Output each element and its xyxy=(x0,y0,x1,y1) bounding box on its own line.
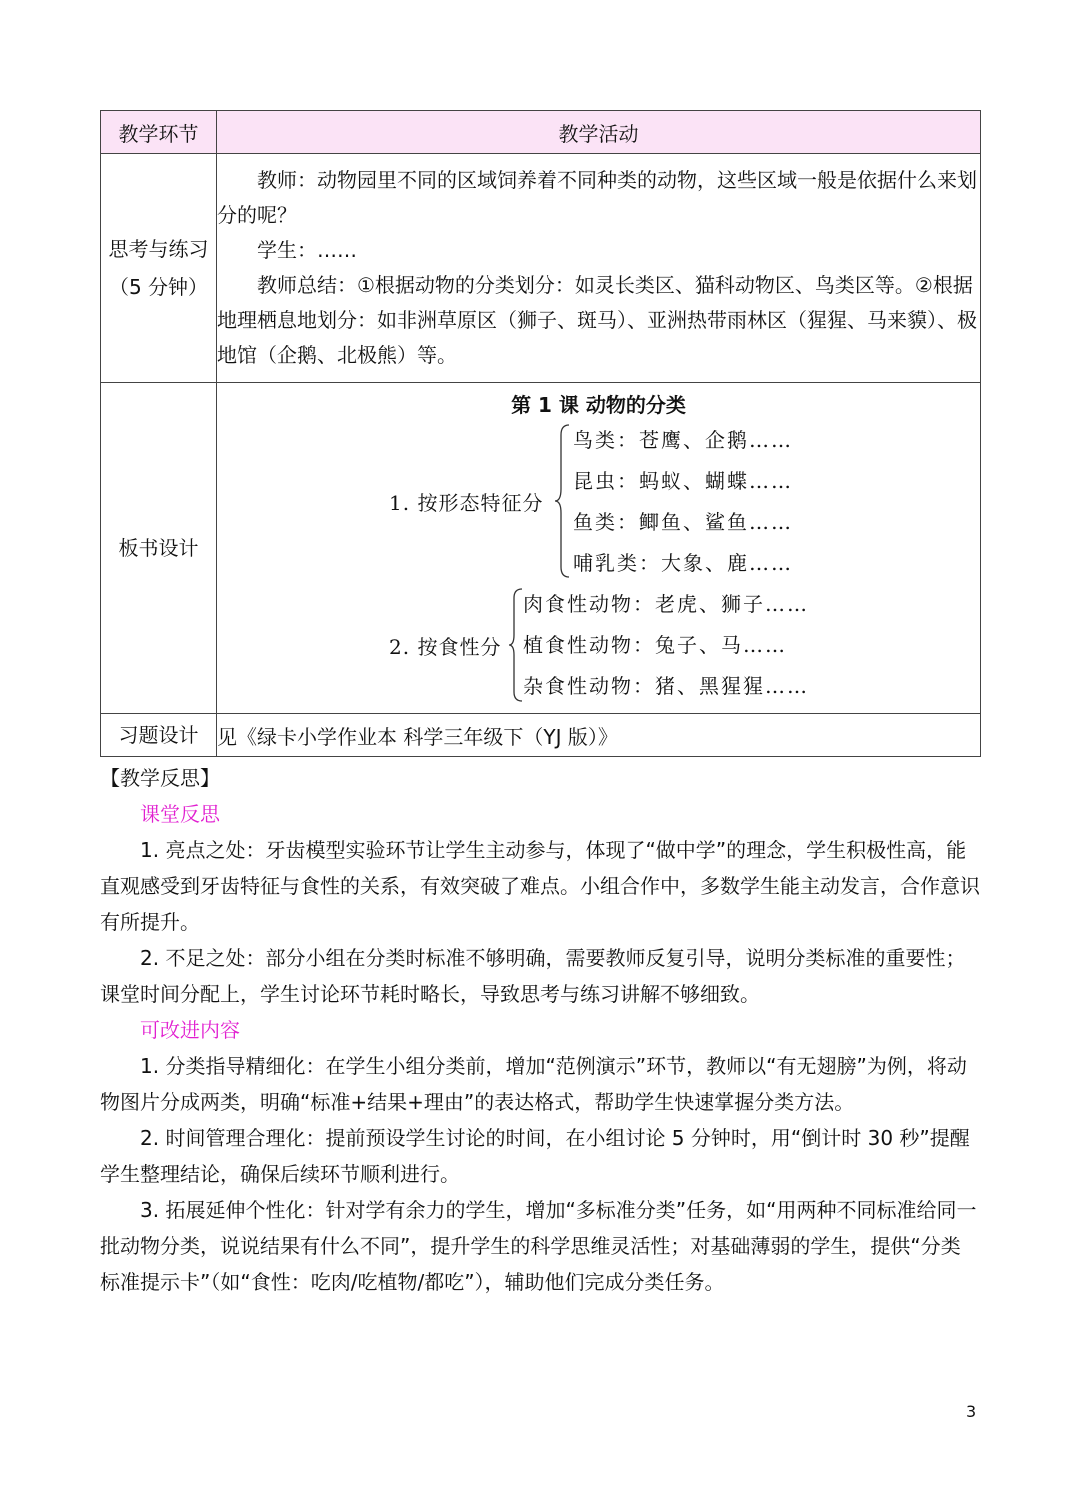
page-number: 3 xyxy=(966,1402,977,1421)
improvement-title: 可改进内容 xyxy=(140,1018,240,1042)
stage-think xyxy=(101,154,217,383)
group2-item-omnivore: 杂食性动物：猪、黑猩猩…… xyxy=(523,674,809,698)
board-design xyxy=(217,383,980,713)
classroom-highlights: 1. 亮点之处：牙齿模型实验环节让学生主动参与，体现了“做中学”的理念，学生积极性高，能直观感受到牙齿特征与食性的关系，有效突破了难点。小组合作中，多数学生能主动发言，合作意识有所提升。 xyxy=(100,838,980,934)
table-header-row xyxy=(101,111,981,154)
group2-label: 2. 按食性分 xyxy=(389,635,502,659)
stage-board: 板书设计 xyxy=(101,383,217,714)
reflection-heading: 【教学反思】 xyxy=(100,766,220,790)
activity-think xyxy=(217,154,981,383)
header-stage: 教学环节 xyxy=(101,111,217,154)
header-activity: 教学活动 xyxy=(217,111,981,154)
teacher-summary: 教师总结：①根据动物的分类划分：如灵长类区、猫科动物区、鸟类区等。②根据地理栖息地划分：如非洲草原区（狮子、斑马）、亚洲热带雨林区（猩猩、马来貘）、极地馆（企鹅、北极熊）等。 xyxy=(217,273,977,367)
group1-item-mammals: 哺乳类：大象、鹿…… xyxy=(573,551,793,575)
stage-think-line2: （5 分钟） xyxy=(108,275,209,299)
group1-item-birds: 鸟类：苍鹰、企鹅…… xyxy=(573,428,793,452)
stage-exercise: 习题设计 xyxy=(101,714,217,757)
teaching-reflection xyxy=(100,760,980,1300)
student-answer: 学生：…… xyxy=(257,238,357,262)
table-row-board xyxy=(101,383,981,714)
group2-item-herbivore: 植食性动物：兔子、马…… xyxy=(523,633,787,657)
teacher-question: 教师：动物园里不同的区域饲养着不同种类的动物，这些区域一般是依据什么来划分的呢？ xyxy=(217,168,977,227)
table-row-think xyxy=(101,154,981,383)
classroom-shortcomings: 2. 不足之处：部分小组在分类时标准不够明确，需要教师反复引导，说明分类标准的重要性；课堂时间分配上，学生讨论环节耗时略长，导致思考与练习讲解不够细致。 xyxy=(100,946,966,1006)
improvement-2: 2. 时间管理合理化：提前预设学生讨论的时间，在小组讨论 5 分钟时，用“倒计时 30 秒”提醒学生整理结论，确保后续环节顺利进行。 xyxy=(100,1126,970,1186)
lesson-table xyxy=(100,110,981,757)
group2-item-carnivore: 肉食性动物：老虎、狮子…… xyxy=(523,592,809,616)
exercise-text: 见《绿卡小学作业本 科学三年级下（YJ 版）》 xyxy=(217,714,981,757)
group1-brace xyxy=(553,423,573,579)
improvement-1: 1. 分类指导精细化：在学生小组分类前，增加“范例演示”环节，教师以“有无翅膀”为例，将动物图片分成两类，明确“标准+结果+理由”的表达格式，帮助学生快速掌握分类方法。 xyxy=(100,1054,967,1114)
table-row-exercise xyxy=(101,714,981,757)
group1-item-fish: 鱼类：鲫鱼、鲨鱼…… xyxy=(573,510,793,534)
improvement-3: 3. 拓展延伸个性化：针对学有余力的学生，增加“多标准分类”任务，如“用两种不同标准给同一批动物分类，说说结果有什么不同”，提升学生的科学思维灵活性；对基础薄弱的学生，提供“分类标准提示卡”（如“食性：吃肉/吃植物/都吃”），辅助他们完成分类任务。 xyxy=(100,1198,977,1294)
group1-label: 1. 按形态特征分 xyxy=(389,491,544,515)
board-design-cell xyxy=(217,383,981,714)
board-title: 第 1 课 动物的分类 xyxy=(511,393,686,417)
group1-item-insects: 昆虫：蚂蚁、蝴蝶…… xyxy=(573,469,793,493)
stage-think-line1: 思考与练习 xyxy=(108,237,209,261)
classroom-reflection-title: 课堂反思 xyxy=(140,802,220,826)
